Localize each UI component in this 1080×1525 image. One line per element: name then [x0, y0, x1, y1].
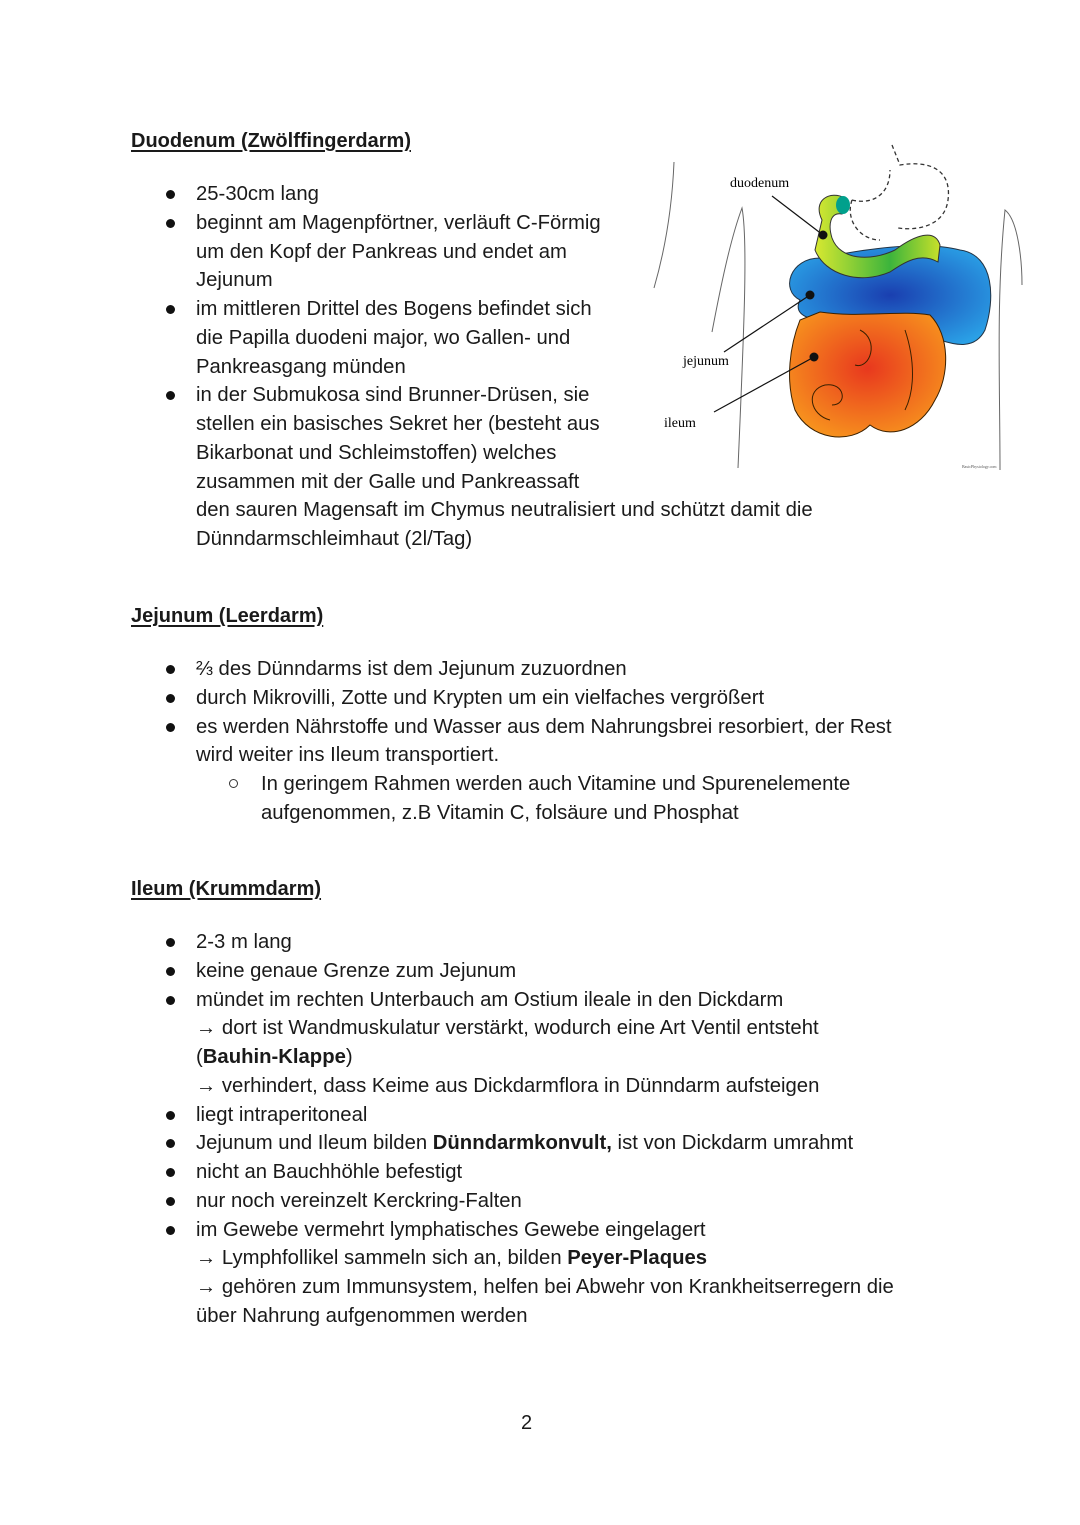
text-line: [196, 1218, 706, 1242]
text-line: [196, 1103, 367, 1127]
text-segment: Bikarbonat und Schleimstoffen) welches: [196, 441, 557, 464]
section-heading: Jejunum (Leerdarm): [131, 605, 324, 627]
text-segment: (: [196, 1046, 203, 1068]
text-segment: → Lymphfollikel sammeln sich an, bilden: [196, 1247, 568, 1270]
bullet-icon: [166, 1111, 175, 1120]
text-segment: keine genaue Grenze zum Jejunum: [196, 959, 517, 982]
text-line: [196, 1304, 527, 1328]
text-segment: durch Mikrovilli, Zotte und Krypten um ein vielfaches vergrößert: [196, 686, 765, 709]
text-line: [196, 498, 813, 522]
text-segment: nur noch vereinzelt Kerckring-Falten: [196, 1189, 522, 1212]
text-line: [196, 1045, 353, 1069]
text-line: [196, 1074, 819, 1098]
section-heading: Ileum (Krummdarm): [131, 878, 322, 900]
bullet-icon: [166, 1197, 175, 1206]
text-line: [196, 1131, 853, 1155]
page-number: 2: [521, 1412, 533, 1434]
text-line: [196, 297, 592, 321]
text-line: [261, 801, 739, 825]
text-line: [196, 1189, 522, 1213]
bullet-icon: [166, 967, 175, 976]
sub-bullet-icon: [229, 779, 238, 788]
text-line: [196, 383, 589, 407]
bold-term: Bauhin-Klappe: [202, 1046, 346, 1068]
bullet-icon: [166, 1139, 175, 1148]
text-segment: mündet im rechten Unterbauch am Ostium ileale in den Dickdarm: [196, 988, 784, 1011]
bullet-icon: [166, 1168, 175, 1177]
text-segment: den sauren Magensaft im Chymus neutralisiert und schützt damit die: [196, 499, 813, 522]
bullet-icon: [166, 391, 175, 400]
label-jejunum: jejunum: [683, 354, 729, 369]
text-line: [196, 657, 627, 681]
bullet-icon: [166, 694, 175, 703]
text-line: [196, 686, 764, 710]
text-line: [196, 182, 319, 206]
diagram-credit: BasicPhysiology.com: [962, 464, 997, 469]
text-line: [196, 211, 601, 235]
bullet-icon: [166, 1226, 175, 1235]
label-duodenum: duodenum: [730, 176, 790, 191]
text-line: [196, 988, 783, 1012]
text-segment: liegt intraperitoneal: [196, 1103, 368, 1126]
text-segment: im mittleren Drittel des Bogens befindet sich: [196, 298, 592, 320]
text-line: [196, 470, 579, 494]
small-intestine-diagram: [640, 140, 1040, 480]
text-segment: es werden Nährstoffe und Wasser aus dem Nahrungsbrei resorbiert, der Rest: [196, 715, 892, 738]
text-line: [196, 930, 292, 954]
bullet-icon: [166, 723, 175, 732]
label-ileum: ileum: [664, 416, 696, 431]
bold-term: Dünndarmkonvult,: [432, 1132, 612, 1155]
bullet-icon: [166, 665, 175, 674]
text-segment: im Gewebe vermehrt lymphatisches Gewebe eingelagert: [196, 1218, 706, 1241]
section-heading: Duodenum (Zwölffingerdarm): [131, 130, 411, 152]
text-line: [196, 715, 892, 739]
text-segment: wird weiter ins Ileum transportiert.: [196, 744, 500, 767]
text-segment: ist von Dickdarm umrahmt: [611, 1132, 854, 1155]
text-segment: zusammen mit der Galle und Pankreassaft: [196, 470, 580, 493]
text-segment: nicht an Bauchhöhle befestigt: [196, 1161, 463, 1183]
text-line: [196, 268, 273, 292]
text-line: [196, 441, 556, 465]
bullet-icon: [166, 190, 175, 199]
text-segment: aufgenommen, z.B Vitamin C, folsäure und Phosphat: [261, 801, 739, 824]
text-line: [196, 240, 567, 264]
text-segment: Jejunum und Ileum bilden: [196, 1132, 433, 1155]
text-line: [196, 326, 570, 350]
bullet-icon: [166, 938, 175, 947]
text-line: [196, 527, 472, 551]
text-segment: um den Kopf der Pankreas und endet am: [196, 240, 567, 263]
bold-term: Peyer-Plaques: [567, 1247, 708, 1270]
text-line: [196, 959, 516, 983]
text-segment: in der Submukosa sind Brunner-Drüsen, sie: [196, 384, 590, 407]
text-segment: Jejunum: [196, 269, 273, 292]
text-segment: → verhindert, dass Keime aus Dickdarmflora in Dünndarm aufsteigen: [196, 1074, 820, 1097]
text-line: [196, 355, 406, 379]
text-segment: Dünndarmschleimhaut (2l/Tag): [196, 528, 473, 550]
text-segment: Pankreasgang münden: [196, 355, 406, 378]
text-segment: die Papilla duodeni major, wo Gallen- und: [196, 326, 571, 349]
text-line: [196, 1275, 894, 1299]
text-line: [196, 1016, 819, 1040]
text-segment: über Nahrung aufgenommen werden: [196, 1304, 528, 1327]
bullet-icon: [166, 305, 175, 314]
text-line: [261, 772, 850, 796]
text-line: [196, 1160, 462, 1184]
text-line: [196, 743, 499, 767]
text-segment: 2-3 m lang: [196, 931, 292, 953]
text-line: [196, 1246, 707, 1270]
text-segment: beginnt am Magenpförtner, verläuft C-Förmig: [196, 211, 601, 234]
text-segment: stellen ein basisches Sekret her (besteht aus: [196, 413, 600, 435]
text-segment: In geringem Rahmen werden auch Vitamine und Spurenelemente: [261, 773, 851, 795]
bullet-icon: [166, 996, 175, 1005]
text-segment: → dort ist Wandmuskulatur verstärkt, wodurch eine Art Ventil entsteht: [196, 1017, 819, 1040]
text-line: [196, 412, 600, 436]
text-segment: ): [345, 1046, 353, 1068]
text-segment: → gehören zum Immunsystem, helfen bei Abwehr von Krankheitserregern die: [196, 1276, 894, 1298]
text-segment: ⅔ des Dünndarms ist dem Jejunum zuzuordnen: [196, 658, 627, 680]
text-segment: 25-30cm lang: [196, 183, 319, 205]
bullet-icon: [166, 219, 175, 228]
